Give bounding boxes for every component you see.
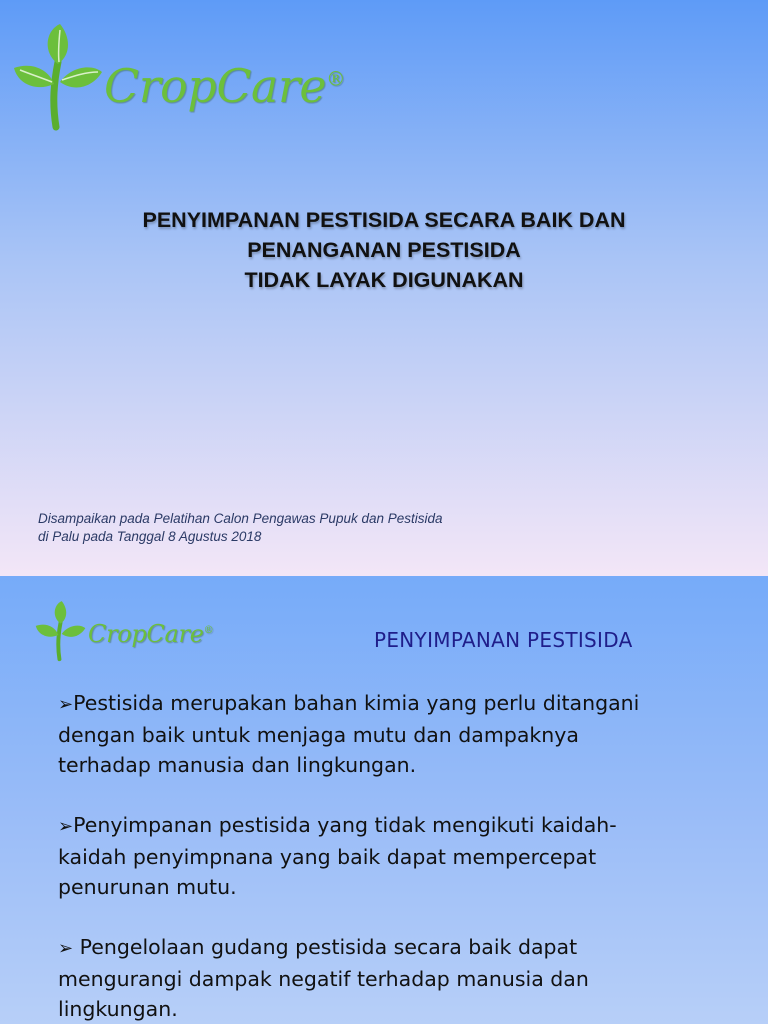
bullet-line: dengan baik untuk menjaga mutu dan dampaknya bbox=[58, 723, 579, 747]
bullet-line: lingkungan. bbox=[58, 997, 178, 1021]
arrow-bullet-icon: ➢ bbox=[58, 816, 74, 837]
bullet-line: Pengelolaan gudang pestisida secara baik dapat bbox=[73, 935, 578, 959]
logo-wordmark: CropCare® bbox=[88, 620, 214, 648]
title-line: TIDAK LAYAK DIGUNAKAN bbox=[244, 268, 524, 292]
presenter-line: di Palu pada Tanggal 8 Agustus 2018 bbox=[38, 529, 262, 544]
cropcare-logo-small bbox=[32, 600, 213, 662]
presenter-info bbox=[38, 510, 443, 546]
bullet-line: Penyimpanan pestisida yang tidak mengikuti kaidah- bbox=[73, 813, 617, 837]
leaf-sprout-icon bbox=[12, 22, 102, 132]
arrow-bullet-icon: ➢ bbox=[58, 694, 74, 715]
bullet-line: kaidah penyimpnana yang baik dapat mempercepat bbox=[58, 845, 597, 869]
slide-heading: PENYIMPANAN PESTISIDA bbox=[374, 628, 633, 652]
arrow-bullet-icon: ➢ bbox=[58, 938, 74, 959]
bullet-line: Pestisida merupakan bahan kimia yang perlu ditangani bbox=[73, 691, 640, 715]
cropcare-logo bbox=[12, 22, 345, 132]
bullet-line: terhadap manusia dan lingkungan. bbox=[58, 753, 417, 777]
presenter-line: Disampaikan pada Pelatihan Calon Pengawas Pupuk dan Pestisida bbox=[38, 511, 443, 526]
logo-wordmark: CropCare® bbox=[104, 59, 345, 113]
bullet-item bbox=[58, 810, 738, 902]
bullet-list bbox=[58, 688, 738, 1024]
bullet-item bbox=[58, 932, 738, 1024]
slide-title bbox=[0, 205, 768, 295]
bullet-line: penurunan mutu. bbox=[58, 875, 237, 899]
bullet-line: mengurangi dampak negatif terhadap manusia dan bbox=[58, 967, 589, 991]
title-line: PENANGANAN PESTISIDA bbox=[247, 238, 521, 262]
title-line: PENYIMPANAN PESTISIDA SECARA BAIK DAN bbox=[142, 208, 626, 232]
content-slide bbox=[0, 576, 768, 1024]
bullet-item bbox=[58, 688, 738, 780]
leaf-sprout-icon bbox=[32, 600, 88, 662]
